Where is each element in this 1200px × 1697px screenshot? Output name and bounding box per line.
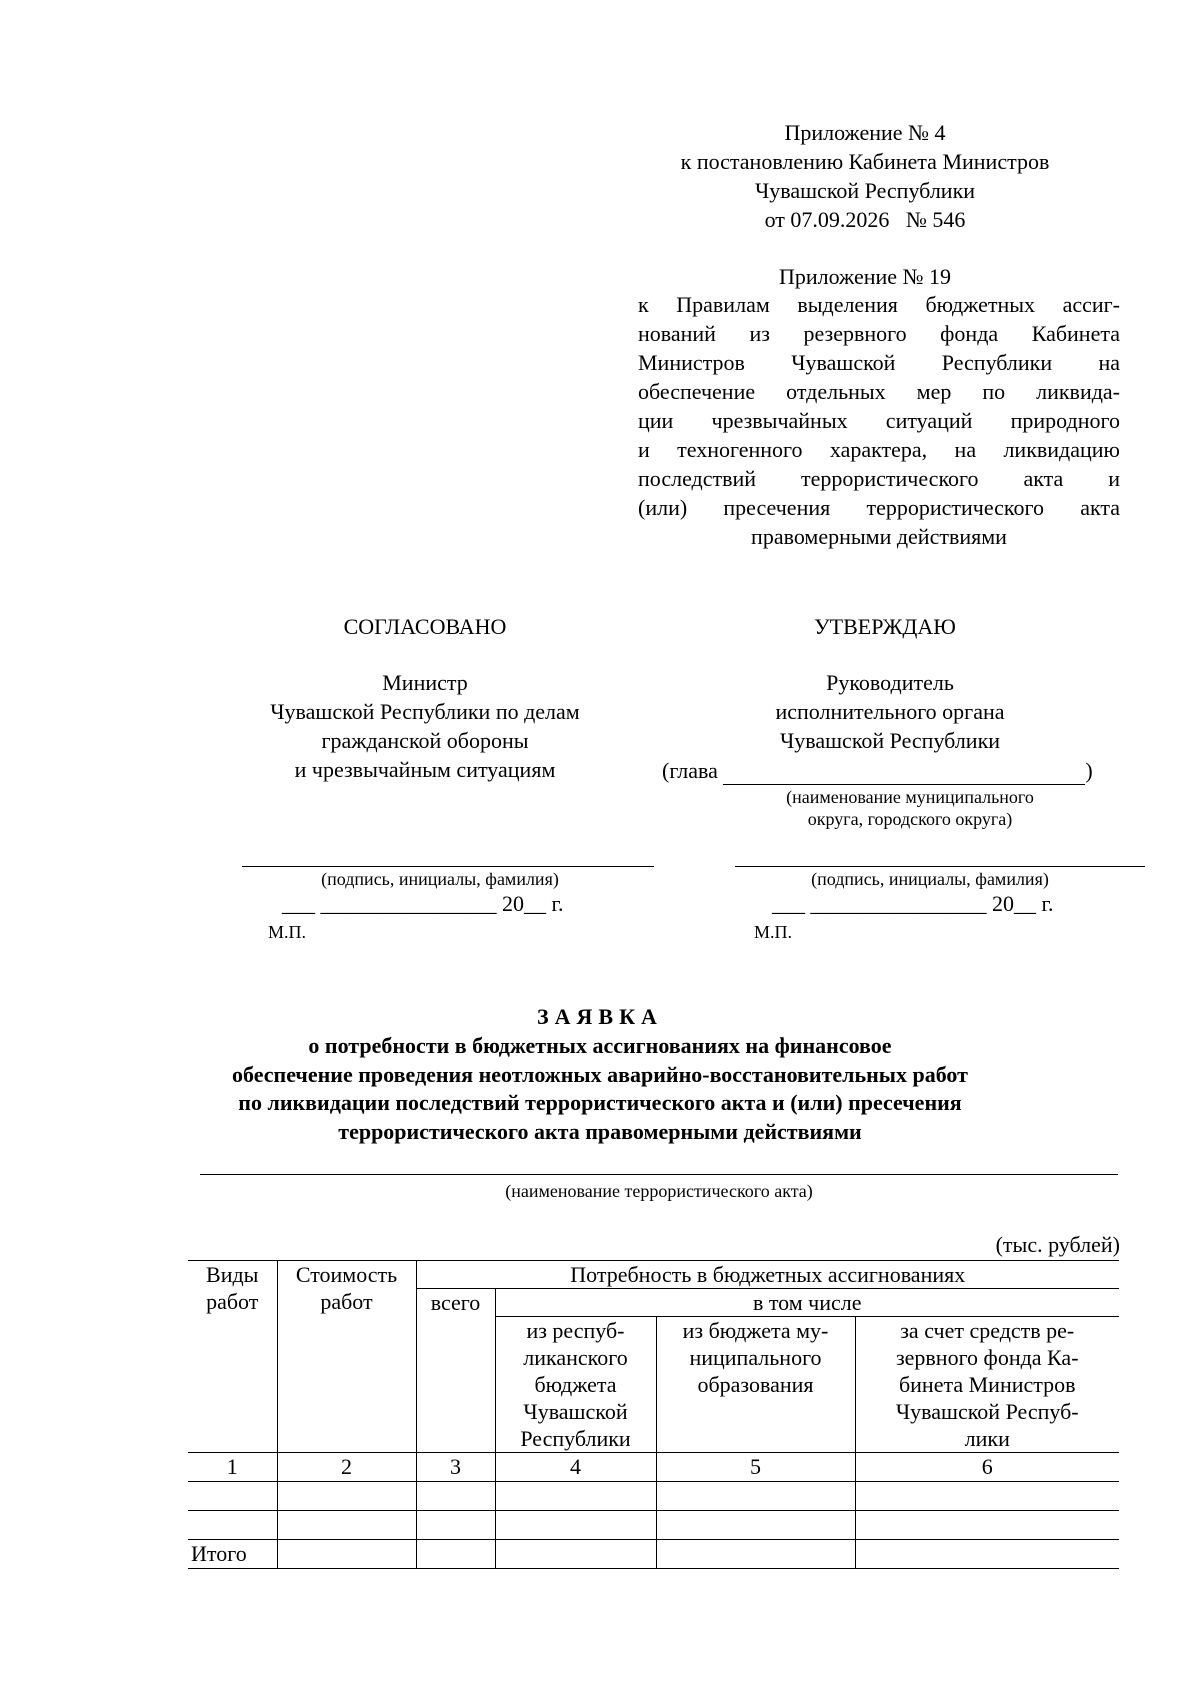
approve-heading: УТВЕРЖДАЮ — [814, 614, 956, 639]
column-number: 5 — [656, 1453, 855, 1482]
agreed-date[interactable]: ___ ________________ 20__ г. — [282, 891, 564, 916]
glava-close: ) — [1085, 758, 1093, 783]
table-cell[interactable] — [277, 1511, 416, 1540]
agreed-signature-line[interactable] — [242, 866, 654, 867]
units-label: (тыс. рублей) — [995, 1232, 1120, 1257]
column-number: 2 — [277, 1453, 416, 1482]
table-cell[interactable] — [855, 1511, 1119, 1540]
act-name-line[interactable] — [200, 1174, 1118, 1175]
appendix-19-line: (или) пресечения террористического акта — [638, 495, 1120, 520]
request-table — [188, 1260, 1119, 1569]
table-cell[interactable] — [188, 1511, 277, 1540]
approve-line: исполнительного органа — [775, 699, 1005, 724]
appendix-19-text — [638, 290, 1120, 551]
appendix-4-date-number: от 07.09.2026 № 546 — [764, 207, 966, 232]
glava-input-line[interactable] — [723, 762, 1085, 785]
table-cell[interactable] — [416, 1540, 495, 1569]
document-subtitle — [150, 1032, 1050, 1146]
appendix-19-line: последствий террористического акта и — [638, 466, 1120, 491]
act-name-note: (наименование террористического акта) — [505, 1181, 813, 1201]
agreed-line: и чрезвычайным ситуациям — [294, 757, 556, 782]
subtitle-line: обеспечение проведения неотложных аварийно-восстановительных работ — [232, 1061, 968, 1087]
total-row — [188, 1540, 1119, 1569]
appendix-19-line: ции чрезвычайных ситуаций природного — [638, 408, 1120, 433]
glava-field — [662, 756, 1112, 785]
total-label: Итого — [188, 1540, 277, 1569]
agreed-line: Чувашской Республики по делам — [270, 699, 580, 724]
column-number: 4 — [495, 1453, 656, 1482]
agreed-line: Министр — [382, 670, 468, 695]
table-cell[interactable] — [855, 1482, 1119, 1511]
appendix-4-line: к постановлению Кабинета Министров — [680, 149, 1050, 174]
agreed-line: гражданской обороны — [321, 728, 529, 753]
glava-note-line: (наименование муниципального — [786, 787, 1034, 807]
header-reserve-fund: за счет средств ре-зервного фонда Ка-бинета Министров Чувашской Респуб-лики — [855, 1317, 1119, 1453]
subtitle-line: террористического акта правомерными действиями — [338, 1118, 862, 1144]
table-row — [188, 1511, 1119, 1540]
approve-date[interactable]: ___ ________________ 20__ г. — [772, 891, 1054, 916]
approve-line: Руководитель — [826, 670, 954, 695]
glava-note-line: округа, городского округа) — [807, 809, 1013, 829]
table-cell[interactable] — [416, 1511, 495, 1540]
appendix-19-line: обеспечение отдельных мер по ликвида- — [638, 379, 1120, 404]
header-work-types: Виды работ — [188, 1261, 277, 1453]
header-including: в том числе — [495, 1289, 1119, 1317]
glava-label: (глава — [662, 758, 718, 783]
subtitle-line: по ликвидации последствий террористического акта и (или) пресечения — [238, 1090, 962, 1115]
appendix-19-line: Министров Чувашской Республики на — [638, 350, 1120, 375]
approve-signatory — [690, 668, 1090, 755]
appendix-19-line: к Правилам выделения бюджетных ассиг- — [638, 292, 1120, 317]
table-cell[interactable] — [495, 1482, 656, 1511]
header-total: всего — [416, 1289, 495, 1453]
header-work-cost: Стоимость работ — [277, 1261, 416, 1453]
approve-signature-line[interactable] — [735, 866, 1145, 867]
appendix-4-header — [630, 118, 1100, 234]
approve-line: Чувашской Республики — [779, 728, 1001, 753]
table-cell[interactable] — [495, 1511, 656, 1540]
approve-stamp-place: М.П. — [754, 922, 793, 942]
table-cell[interactable] — [855, 1540, 1119, 1569]
table-cell[interactable] — [416, 1482, 495, 1511]
appendix-19-line: нований из резервного фонда Кабинета — [638, 321, 1120, 346]
table-cell[interactable] — [495, 1540, 656, 1569]
header-republic-budget: из респуб-ликанского бюджета Чувашской Республики — [495, 1317, 656, 1453]
column-number: 3 — [416, 1453, 495, 1482]
table-cell[interactable] — [277, 1482, 416, 1511]
appendix-4-line: Чувашской Республики — [754, 178, 976, 203]
appendix-19-line: правомерными действиями — [751, 524, 1007, 549]
appendix-4-title: Приложение № 4 — [784, 120, 946, 145]
agreed-stamp-place: М.П. — [268, 922, 307, 942]
header-municipal-budget: из бюджета му-ниципального образования — [656, 1317, 855, 1453]
appendix-19-title: Приложение № 19 — [778, 264, 952, 289]
table-cell[interactable] — [188, 1482, 277, 1511]
glava-note — [730, 786, 1090, 830]
document-title: ЗАЯВКА — [537, 1004, 663, 1029]
table-cell[interactable] — [656, 1482, 855, 1511]
agreed-signatory — [215, 668, 635, 784]
appendix-19-line: и техногенного характера, на ликвидацию — [638, 437, 1120, 462]
header-budget-need: Потребность в бюджетных ассигнованиях — [416, 1261, 1119, 1289]
column-number: 6 — [855, 1453, 1119, 1482]
agreed-heading: СОГЛАСОВАНО — [343, 614, 507, 639]
table-cell[interactable] — [656, 1511, 855, 1540]
approve-signature-note: (подпись, инициалы, фамилия) — [811, 869, 1049, 889]
table-row — [188, 1482, 1119, 1511]
table-cell[interactable] — [277, 1540, 416, 1569]
column-number: 1 — [188, 1453, 277, 1482]
table-cell[interactable] — [656, 1540, 855, 1569]
agreed-signature-note: (подпись, инициалы, фамилия) — [321, 869, 559, 889]
subtitle-line: о потребности в бюджетных ассигнованиях на финансовое — [308, 1033, 892, 1058]
